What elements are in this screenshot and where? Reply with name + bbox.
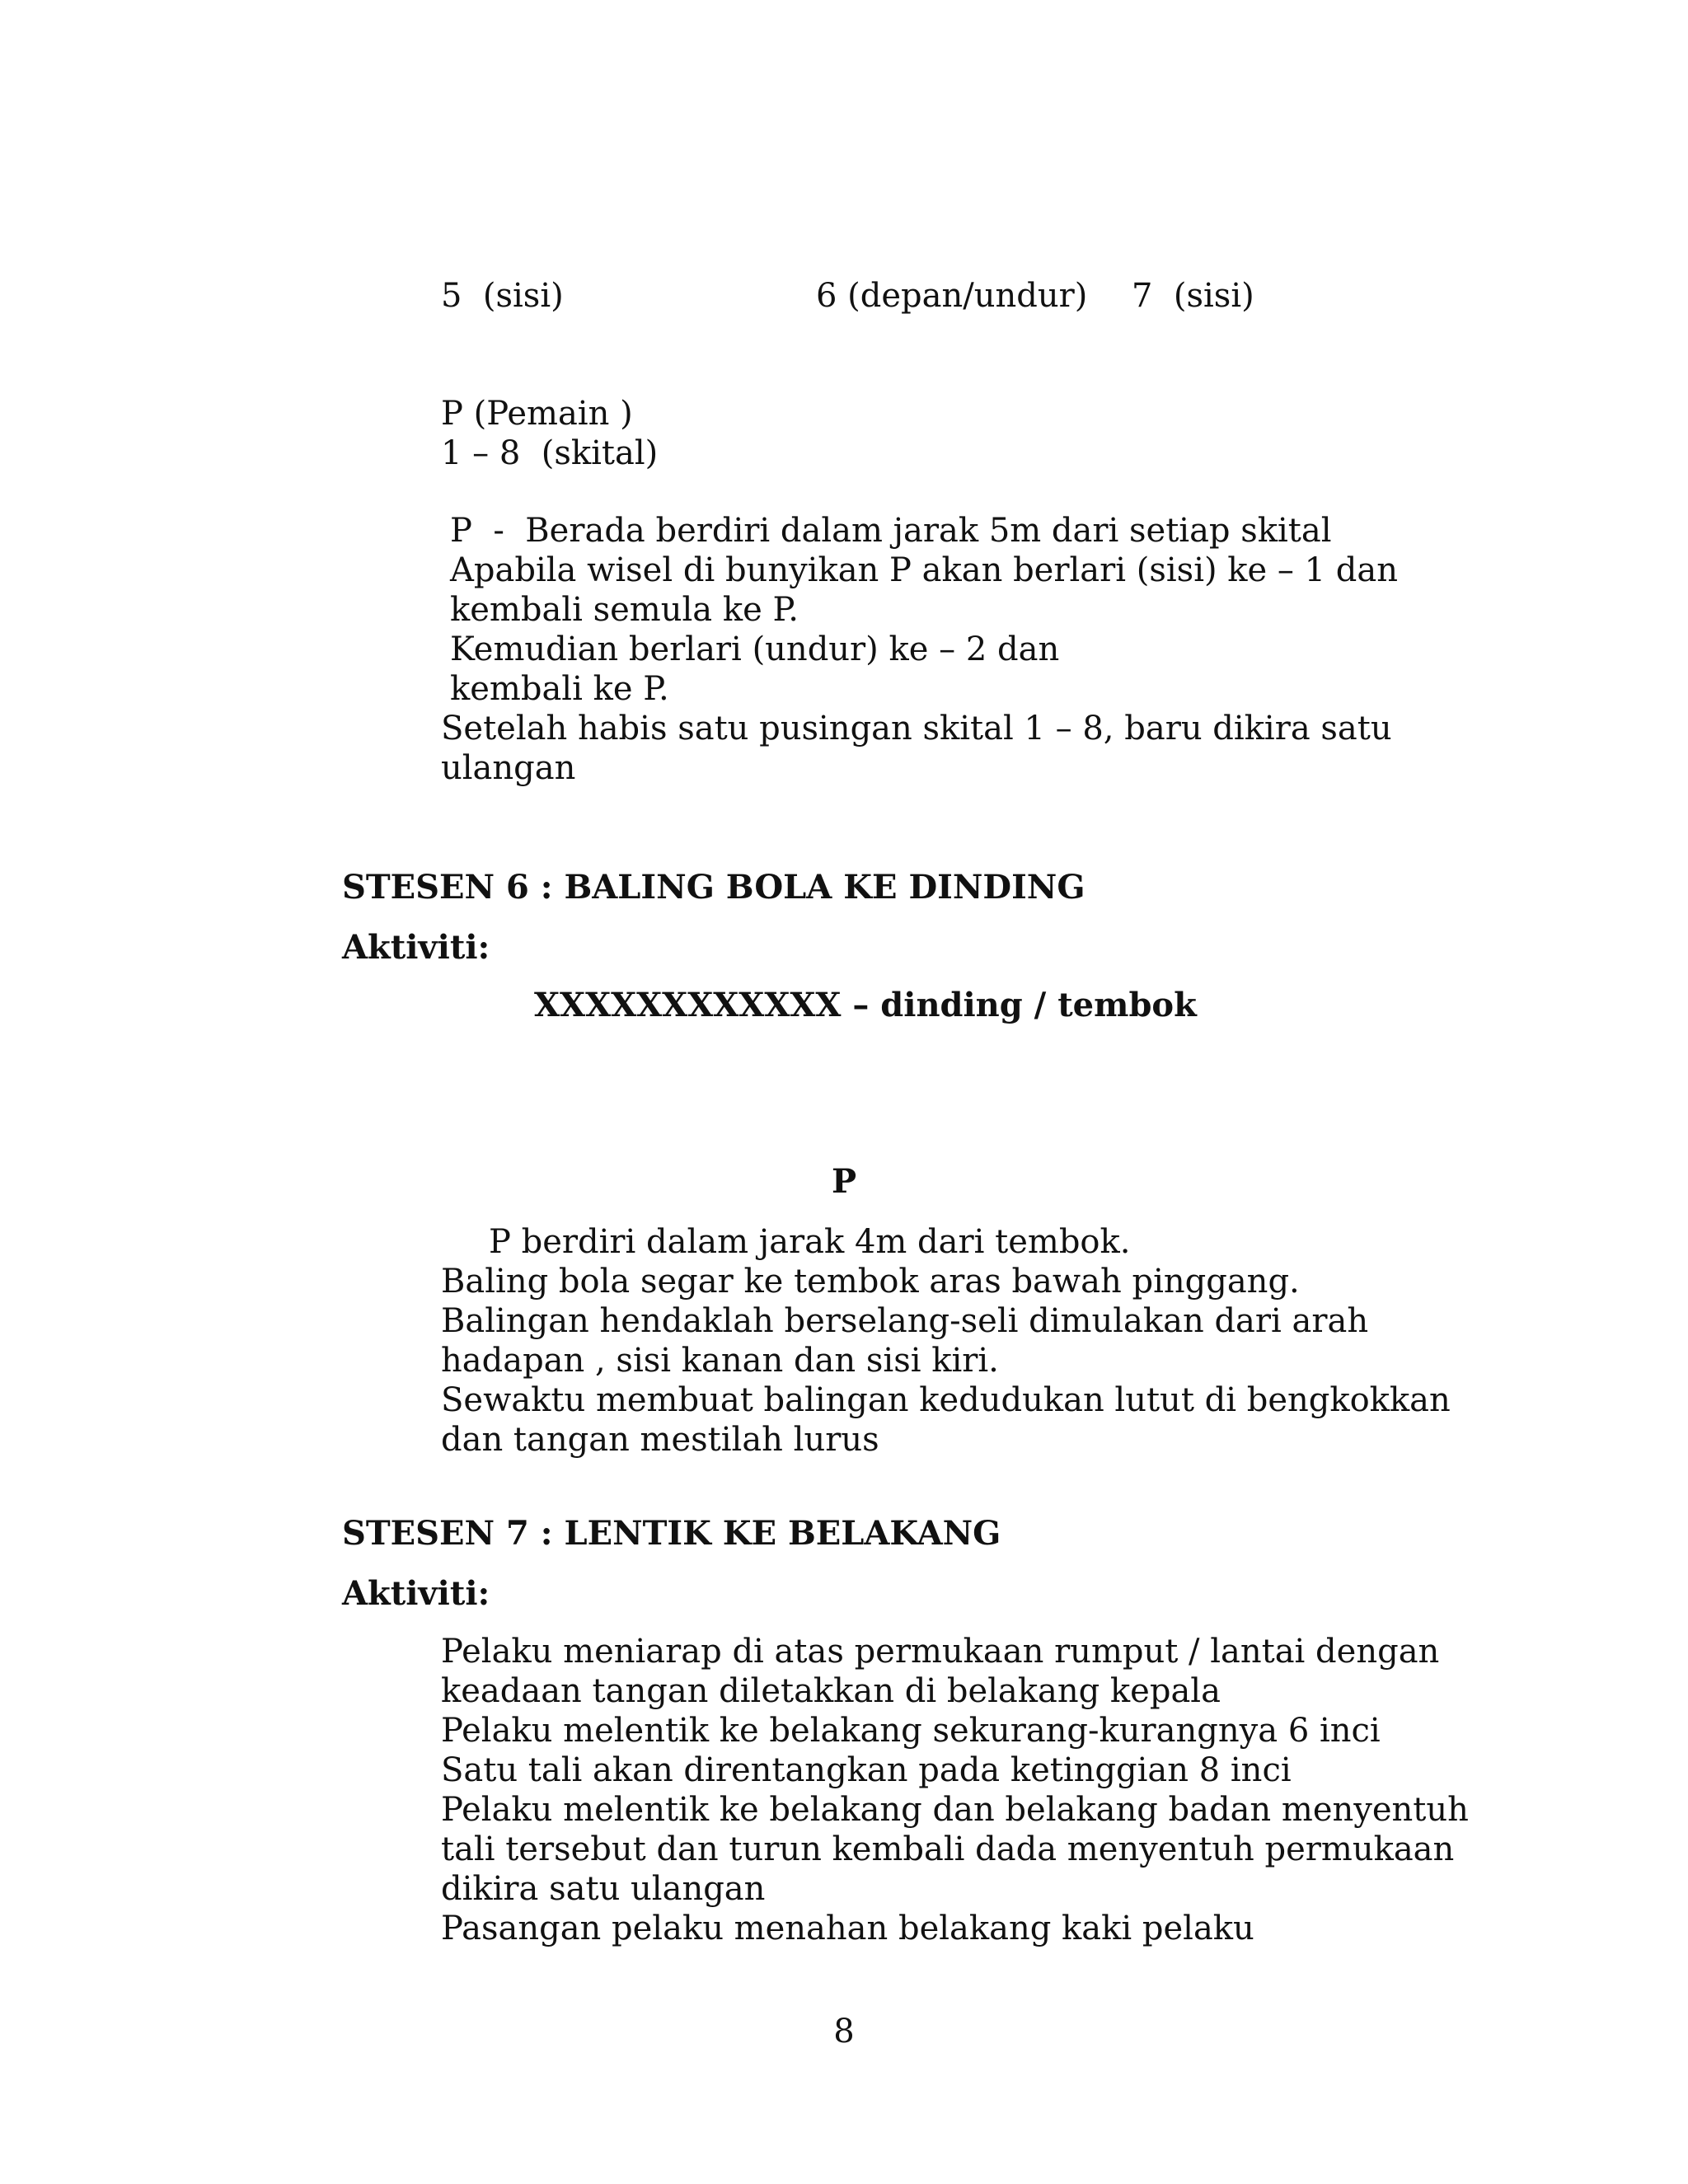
station-5-label-sisi: 5 (sisi) — [441, 277, 564, 315]
stesen6-desc-line: Baling bola segar ke tembok aras bawah pinggang. — [441, 1263, 1300, 1301]
stesen5-desc-line: Apabila wisel di bunyikan P akan berlari (sisi) ke – 1 dan — [450, 551, 1399, 589]
stesen7-aktiviti-label: Aktiviti: — [342, 1574, 490, 1613]
stesen6-desc-line: Balingan hendaklah berselang-seli dimulakan dari arah — [441, 1302, 1369, 1340]
legend-skital: 1 – 8 (skital) — [441, 434, 659, 472]
station-6-label-depan-undur: 6 (depan/undur) — [816, 277, 1088, 315]
station-7-label-sisi: 7 (sisi) — [1132, 277, 1254, 315]
stesen7-desc-line: Satu tali akan direntangkan pada ketinggian 8 inci — [441, 1751, 1292, 1789]
stesen5-desc-line: kembali semula ke P. — [450, 591, 799, 629]
stesen6-heading: STESEN 6 : BALING BOLA KE DINDING — [342, 868, 1085, 907]
stesen7-desc-line: Pelaku meniarap di atas permukaan rumput / lantai dengan — [441, 1633, 1440, 1671]
stesen5-desc-line: Kemudian berlari (undur) ke – 2 dan — [450, 630, 1060, 668]
stesen6-desc-line: P berdiri dalam jarak 4m dari tembok. — [489, 1223, 1131, 1261]
stesen5-desc-line: P - Berada berdiri dalam jarak 5m dari setiap skital — [450, 512, 1332, 550]
stesen6-desc-line: Sewaktu membuat balingan kedudukan lutut di bengkokkan — [441, 1381, 1451, 1419]
stesen6-desc-line: dan tangan mestilah lurus — [441, 1421, 879, 1459]
stesen7-heading: STESEN 7 : LENTIK KE BELAKANG — [342, 1514, 1001, 1553]
stesen6-desc-line: hadapan , sisi kanan dan sisi kiri. — [441, 1342, 999, 1380]
stesen7-desc-line: Pelaku melentik ke belakang dan belakang badan menyentuh — [441, 1791, 1469, 1829]
stesen7-desc-line: Pasangan pelaku menahan belakang kaki pelaku — [441, 1910, 1254, 1947]
stesen5-desc-line: ulangan — [441, 749, 576, 787]
stesen7-desc-line: tali tersebut dan turun kembali dada menyentuh permukaan — [441, 1830, 1455, 1868]
stesen7-desc-line: Pelaku melentik ke belakang sekurang-kurangnya 6 inci — [441, 1712, 1381, 1750]
stesen5-desc-line: Setelah habis satu pusingan skital 1 – 8, baru dikira satu — [441, 710, 1392, 748]
stesen5-desc-line: kembali ke P. — [450, 670, 669, 708]
stesen7-desc-line: dikira satu ulangan — [441, 1870, 766, 1908]
page-number: 8 — [833, 2013, 855, 2050]
stesen6-diagram-player: P — [831, 1162, 857, 1201]
legend-pemain: P (Pemain ) — [441, 395, 633, 433]
stesen6-aktiviti-label: Aktiviti: — [342, 928, 490, 967]
stesen6-diagram-wall: XXXXXXXXXXXX – dinding / tembok — [534, 986, 1197, 1024]
stesen7-desc-line: keadaan tangan diletakkan di belakang kepala — [441, 1672, 1221, 1710]
